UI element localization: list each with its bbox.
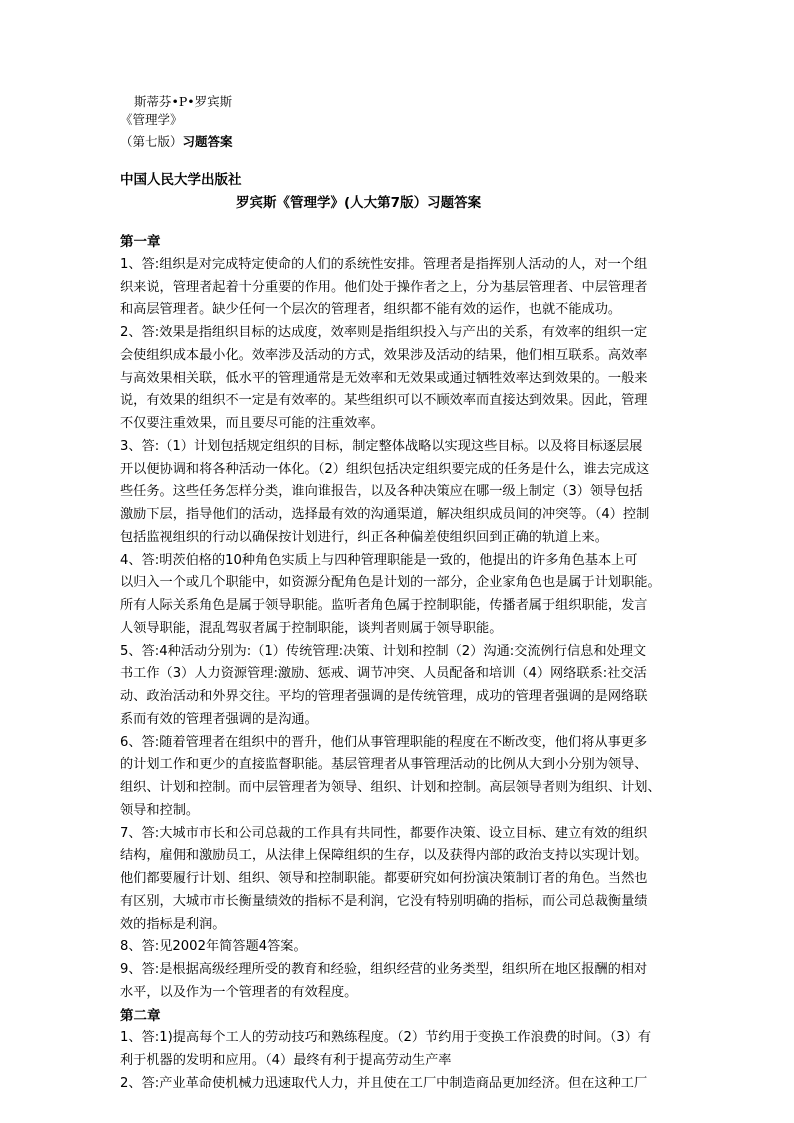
body-text-line: 会使组织成本最小化。效率涉及活动的方式，效果涉及活动的结果，他们相互联系。高效率 — [120, 347, 648, 363]
body-text-line: 8、答:见2002年简答题4答案。 — [120, 939, 307, 955]
body-text-line: 的计划工作和更少的直接监督职能。基层管理者从事管理活动的比例从大到小分别为领导、 — [120, 757, 648, 773]
body-text-line: 不仅要注重效果，而且要尽可能的注重效率。 — [120, 416, 384, 431]
body-text-line: 1、答:1)提高每个工人的劳动技巧和熟练程度。（2）节约用于变换工作浪费的时间。（3）有 — [120, 1030, 652, 1046]
body-text-line: 书工作（3）人力资源管理:激励、惩戒、调节冲突、人员配备和培训（4）网络联系:社交活 — [120, 666, 647, 682]
chapter-heading: 第二章 — [120, 1007, 161, 1024]
body-text-line: 开以便协调和将各种活动一体化。（2）组织包括决定组织要完成的任务是什么，谁去完成这 — [120, 461, 650, 477]
document-title: 罗宾斯《管理学》(人大第7版）习题答案 — [236, 195, 482, 211]
body-text-line: 动、政治活动和外界交往。平均的管理者强调的是传统管理，成功的管理者强调的是网络联 — [120, 689, 648, 704]
header-edition — [120, 133, 233, 151]
body-text-line: 水平，以及作为一个管理者的有效程度。 — [120, 984, 358, 1000]
body-text-line: 有区别，大城市市长衡量绩效的指标不是利润，它没有特别明确的指标，而公司总裁衡量绩 — [120, 893, 648, 909]
body-text-line: 与高效果相关联，低水平的管理通常是无效率和无效果或通过牺牲效率达到效果的。一般来 — [120, 370, 648, 386]
header-book-title: 《管理学》 — [120, 112, 183, 127]
body-text-line: 组织、计划和控制。而中层管理者为领导、组织、计划和控制。高层领导者则为组织、计划、 — [120, 780, 661, 795]
body-text-line: 织来说，管理者起着十分重要的作用。他们处于操作者之上，分为基层管理者、中层管理者 — [120, 279, 648, 295]
body-text-line: 人领导职能，混乱驾驭者属于控制职能，谈判者则属于领导职能。 — [120, 620, 503, 636]
body-text-line: 6、答:随着管理者在组织中的晋升，他们从事管理职能的程度在不断改变，他们将从事更多 — [120, 734, 648, 750]
chapter-heading: 第一章 — [120, 234, 161, 250]
body-text-line: 1、答:组织是对完成特定使命的人们的系统性安排。管理者是指挥别人活动的人，对一个组 — [120, 256, 648, 272]
publisher-name: 中国人民大学出版社 — [120, 172, 242, 188]
header-edition-suffix: 习题答案 — [182, 134, 233, 149]
body-text-line: 以归入一个或几个职能中，如资源分配角色是计划的一部分，企业家角色也是属于计划职能。 — [120, 575, 661, 591]
body-text-line: 和高层管理者。缺少任何一个层次的管理者，组织都不能有效的运作，也就不能成功。 — [120, 302, 622, 318]
body-text-line: 领导和控制。 — [120, 802, 200, 818]
body-text-line: 系而有效的管理者强调的是沟通。 — [120, 711, 318, 727]
header-edition-prefix: （第七版） — [120, 134, 183, 149]
body-text-line: 结构，雇佣和激励员工，从法律上保障组织的生存，以及获得内部的政治支持以实现计划。 — [120, 848, 648, 864]
document-body — [120, 231, 680, 1096]
body-text-line: 9、答:是根据高级经理所受的教育和经验，组织经营的业务类型，组织所在地区报酬的相对 — [120, 962, 648, 977]
body-text-line: 包括监视组织的行动以确保按计划进行，纠正各种偏差使组织回到正确的轨道上来。 — [120, 529, 608, 545]
body-text-line: 2、答:效果是指组织目标的达成度，效率则是指组织投入与产出的关系，有效率的组织一定 — [120, 325, 648, 340]
body-text-line: 5、答:4种活动分别为:（1）传统管理:决策、计划和控制（2）沟通:交流例行信息和处理文 — [120, 643, 647, 659]
header-author: 斯蒂芬•P•罗宾斯 — [134, 94, 233, 109]
body-text-line: 2、答:产业革命使机械力迅速取代人力，并且使在工厂中制造商品更加经济。但在这种工厂 — [120, 1075, 648, 1091]
body-text-line: 说，有效果的组织不一定是有效率的。某些组织可以不顾效率而直接达到效果。因此，管理 — [120, 393, 648, 409]
body-text-line: 利于机器的发明和应用。（4）最终有利于提高劳动生产率 — [120, 1053, 452, 1068]
body-text-line: 他们都要履行计划、组织、领导和控制职能。都要研究如何扮演决策制订者的角色。当然也 — [120, 871, 648, 886]
body-text-line: 些任务。这些任务怎样分类，谁向谁报告，以及各种决策应在哪一级上制定（3）领导包括 — [120, 484, 643, 500]
body-text-line: 所有人际关系角色是属于领导职能。监听者角色属于控制职能，传播者属于组织职能，发言 — [120, 598, 648, 613]
body-text-line: 4、答:明茨伯格的10种角色实质上与四种管理职能是一致的，他提出的许多角色基本上可 — [120, 552, 638, 568]
body-text-line: 7、答:大城市市长和公司总裁的工作具有共同性，都要作决策、设立目标、建立有效的组织 — [120, 825, 648, 841]
body-text-line: 3、答:（1）计划包括规定组织的目标，制定整体战略以实现这些目标。以及将目标逐层展 — [120, 438, 643, 454]
body-text-line: 效的指标是利润。 — [120, 916, 226, 932]
body-text-line: 激励下层，指导他们的活动，选择最有效的沟通渠道，解决组织成员间的冲突等。（4）控制 — [120, 507, 650, 522]
